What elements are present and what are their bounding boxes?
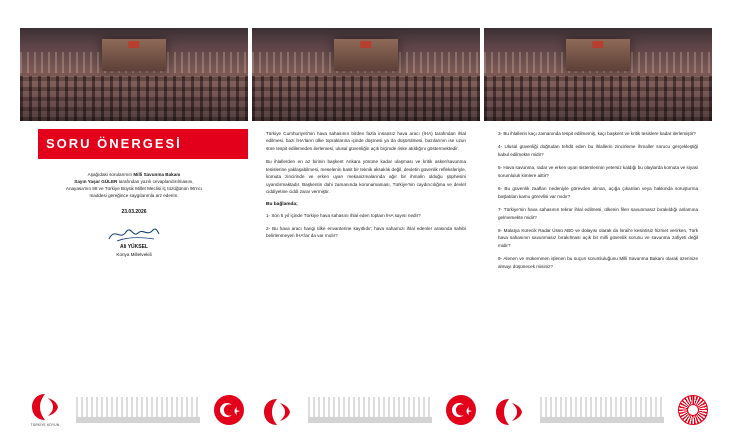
- section-label: Bu bağlamda;: [266, 201, 298, 207]
- tbmm-emblem-right: [678, 395, 708, 425]
- lead-line-4: maddesi gereğince saygılarımla arz ederim.: [89, 193, 179, 199]
- footer-middle: [252, 383, 480, 429]
- page-title: SORU ÖNERGESİ: [46, 136, 182, 151]
- middle-panel-body: [252, 121, 480, 240]
- podium-flag-middle: [360, 41, 371, 48]
- minister-name: Sayın Yaşar GÜLER: [74, 179, 118, 185]
- left-panel-body: [20, 159, 248, 257]
- question-9: 9- Alenen ve mükemmen işlenen bu suçun sorumluluğunu Milli Savunma Bakanı olarak üzerinize almayı düşünecek misiniz?: [498, 256, 698, 269]
- parliament-photo-right: [484, 28, 712, 121]
- document-date: 23.03.2026: [121, 209, 147, 216]
- podium-right: [566, 39, 630, 71]
- signature-mark: [36, 225, 232, 243]
- minister-title: Milli Savunma Bakanı: [133, 172, 181, 177]
- question-7: 7- Türkiye'nin hava sahasının tekrar ihlal edilmesi, ülkenin filen savunmasız bırakıldığı anlamına gelmemekte midir?: [498, 207, 698, 220]
- document-title-bar: [20, 129, 248, 159]
- question-3: 3- Bu ihlallerin kaçı zamanında tespit edilmemiş, kaçı başkent ve kritik tesislere kadar ilerlemiştir?: [498, 131, 696, 136]
- signer-name: Ali YÜKSEL: [120, 244, 148, 251]
- crescent-icon: [30, 392, 60, 422]
- panel-right: [484, 28, 712, 380]
- turkish-flag-badge-left: [214, 395, 244, 425]
- turkish-flag-badge-middle: [446, 395, 476, 425]
- logo-caption: TÜRKİYE KOYUN: [30, 423, 60, 427]
- question-5: 5- Hava savunma, radar ve erken uyarı sistemlerinin yetersiz kaldığı bu olaylarda komuta ve siyasi sorumluluk kimlere aittir?: [498, 165, 698, 178]
- crescent-icon: [494, 397, 524, 427]
- panel-left: [20, 28, 248, 380]
- podium-middle: [334, 39, 398, 71]
- title-bar-notch: [20, 129, 38, 159]
- podium-left: [102, 39, 166, 71]
- signer-role: Konya Milletvekili: [116, 252, 152, 258]
- parliament-graphic-right: [540, 397, 664, 423]
- party-logo-left: [26, 392, 64, 427]
- party-logo-middle: [258, 397, 296, 427]
- lead-line-1: Aşağıdaki sorularımın: [87, 172, 133, 177]
- request-paragraph: [36, 171, 232, 199]
- question-6: 6- Bu güvenlik zaafları nedeniyle görevden alınan, açığa çıkarılan veya hakkında soruşturma başlatılan kamu görevlisi var mıdır?: [498, 186, 698, 199]
- crescent-icon: [262, 397, 292, 427]
- footer-strip: [0, 379, 739, 437]
- right-panel-body: [484, 121, 712, 270]
- footer-left: [20, 383, 248, 429]
- body-paragraph-1: Türkiye Cumhuriyeti'nin hava sahasının birden fazla insansız hava aracı (İHA) tarafından ihlal edilmesi, bazı İHA'ların ülke topraklarına içinde düşmesi ya da düşürülmesi, bazılarının ise uzun süre tespit edilemeden ilerlemesi, ulusal güvenliğin açık biçimde riske atıldığını göstermektedir.: [266, 131, 466, 151]
- lead-line-3: Anayasa'nın 98 ve Türkiye Büyük Millet Meclisi İç tüzüğünün 96'ncı: [65, 186, 203, 192]
- parliament-graphic-middle: [308, 397, 432, 423]
- lead-line-2: tarafından yazılı cevaplandırılmasını,: [118, 179, 194, 185]
- body-paragraph-2: Bu ihlallerden en az birinin başkent Ankara yönüne kadar ulaşması ve kritik asker/savunma tesislerine yaklaşabilmesi, meselenin basit bir teknik aksaklık değil, devletin güvenlik refleksleriyle, komuta zincirinde ve erken uyarı mekanizmalarında ağır bir ihmalin olduğu şüphesini uyandırmaktadır. Başkentin dahi zamanında korunamaması, Türkiye'nin caydırıcılığına ve devlet ciddiyetine ciddi zarar vermiştir.: [266, 159, 466, 195]
- question-8: 8- Malatya Kürecik Radar Üssü ABD ve dolayısı olarak da İsrail'e kesintisiz hizmet verirken, Türk hava sahasının savunmasız bırakılması açık bir milli güvenlik sorunu ve savunma zafiyeti değil midir?: [498, 227, 698, 248]
- question-1: 1- Son 5 yıl içinde Türkiye hava sahasını ihlal eden toplam İHA sayısı nedir?: [266, 212, 421, 218]
- party-logo-right: [490, 397, 528, 427]
- parliament-photo-middle: [252, 28, 480, 121]
- podium-flag-left: [128, 41, 139, 48]
- footer-right: [484, 383, 712, 429]
- podium-flag-right: [592, 41, 603, 48]
- question-2: 2- Bu hava aracı hangi ülke envanterine kayıtlıdır; hava sahamızı ihlal edenler arasında sahibi belirlenmeyen İHA'lar da var mıdır?: [266, 225, 466, 239]
- panel-middle: [252, 28, 480, 380]
- parliament-photo-left: [20, 28, 248, 121]
- question-4: 4- Ulusal güvenliği doğrudan tehdit eden bu ihlallerin zincirleme ihmaller sorucu gerçekleştiği kabul edilmekte midir?: [498, 144, 698, 157]
- parliament-graphic-left: [76, 397, 200, 423]
